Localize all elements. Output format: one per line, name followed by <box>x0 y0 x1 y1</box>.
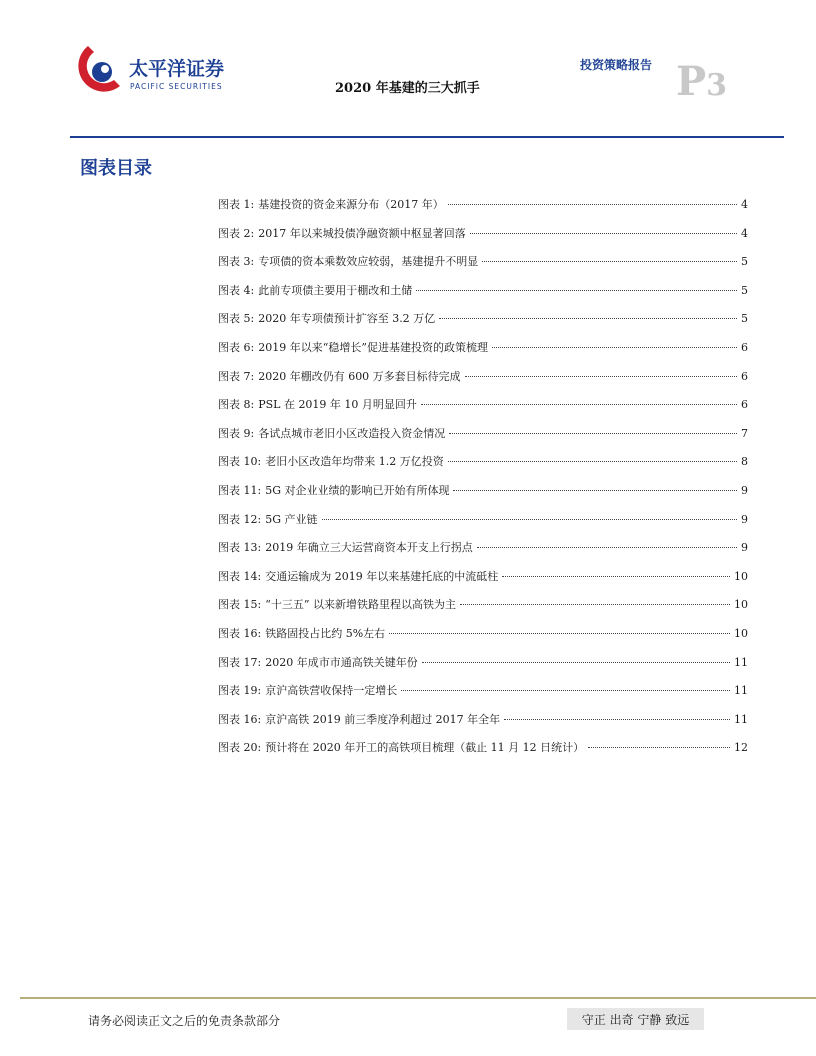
toc-entry-title: 基建投资的资金来源分布（2017 年） <box>258 198 444 211</box>
toc-leader-dots <box>416 290 737 291</box>
toc-entry-title: 2019 年确立三大运营商资本开支上行拐点 <box>265 541 473 555</box>
toc-entry-page: 6 <box>741 340 748 354</box>
toc-entry-title: 此前专项债主要用于棚改和土储 <box>258 283 413 297</box>
toc-leader-dots <box>460 604 730 605</box>
toc-entry-title: 京沪高铁营收保持一定增长 <box>265 684 398 698</box>
toc-leader-dots <box>421 404 737 405</box>
toc-entry[interactable] <box>218 453 748 482</box>
table-of-figures <box>218 196 748 768</box>
toc-entry-page: 5 <box>741 255 748 269</box>
toc-entry-label: 图表 12: <box>218 512 262 526</box>
footer-disclaimer: 请务必阅读正文之后的免责条款部分 <box>88 1014 281 1028</box>
toc-entry-label: 图表 14: <box>218 569 262 583</box>
toc-entry-title: 2020 年成市市通高铁关键年份 <box>265 655 418 669</box>
toc-entry-page: 4 <box>741 226 748 240</box>
toc-entry[interactable] <box>218 253 748 282</box>
toc-entry[interactable] <box>218 482 748 511</box>
toc-entry-title: 专项债的资本乘数效应较弱，基建提升不明显 <box>258 255 479 269</box>
toc-entry-label: 图表 6: <box>218 340 255 354</box>
toc-entry-title: 交通运输成为 2019 年以来基建托底的中流砥柱 <box>265 569 499 583</box>
toc-entry[interactable] <box>218 396 748 425</box>
toc-entry-page: 9 <box>741 541 748 555</box>
toc-entry-label: 图表 9: <box>218 426 255 440</box>
toc-entry-page: 10 <box>734 598 748 612</box>
toc-entry-label: 图表 11: <box>218 483 262 497</box>
section-title: 图表目录 <box>80 158 152 179</box>
toc-entry[interactable] <box>218 339 748 368</box>
toc-entry-title: 2017 年以来城投债净融资额中枢显著回落 <box>258 226 466 240</box>
toc-leader-dots <box>453 490 737 491</box>
toc-entry[interactable] <box>218 282 748 311</box>
toc-entry[interactable] <box>218 225 748 254</box>
toc-entry-page: 6 <box>741 369 748 383</box>
toc-entry-label: 图表 20: <box>218 741 262 755</box>
toc-entry-title: 5G 对企业业绩的影响已开始有所体现 <box>265 483 450 497</box>
toc-entry[interactable] <box>218 711 748 740</box>
toc-leader-dots <box>470 233 737 234</box>
page-number-digit: 3 <box>706 68 727 103</box>
toc-entry-page: 12 <box>734 741 748 755</box>
toc-entry-label: 图表 4: <box>218 283 255 297</box>
header-divider <box>70 136 784 138</box>
company-name-cn: 太平洋证券 <box>129 58 225 80</box>
toc-leader-dots <box>449 433 737 434</box>
toc-entry-label: 图表 2: <box>218 226 255 240</box>
toc-entry-label: 图表 17: <box>218 655 262 669</box>
toc-entry-label: 图表 3: <box>218 255 255 269</box>
toc-entry-page: 9 <box>741 483 748 497</box>
toc-entry-page: 5 <box>741 283 748 297</box>
toc-leader-dots <box>504 719 730 720</box>
toc-entry-label: 图表 13: <box>218 541 262 555</box>
toc-entry-label: 图表 5: <box>218 312 255 326</box>
toc-entry[interactable] <box>218 539 748 568</box>
toc-entry-title: 5G 产业链 <box>265 512 318 526</box>
report-type: 投资策略报告 <box>580 58 653 72</box>
toc-entry-title: 2019 年以来“稳增长”促进基建投资的政策梳理 <box>258 340 488 354</box>
toc-leader-dots <box>477 547 737 548</box>
toc-entry[interactable] <box>218 739 748 768</box>
toc-entry[interactable] <box>218 568 748 597</box>
footer-motto: 守正 出奇 宁静 致远 <box>567 1008 704 1030</box>
toc-entry[interactable] <box>218 368 748 397</box>
toc-entry[interactable] <box>218 654 748 683</box>
toc-leader-dots <box>465 376 737 377</box>
toc-entry[interactable] <box>218 511 748 540</box>
toc-entry-label: 图表 7: <box>218 369 255 383</box>
toc-leader-dots <box>439 318 737 319</box>
page-number-letter: P <box>676 58 707 105</box>
pacific-logo-icon <box>76 42 126 98</box>
toc-entry[interactable] <box>218 596 748 625</box>
toc-entry-title: PSL 在 2019 年 10 月明显回升 <box>258 398 417 412</box>
toc-entry-label: 图表 19: <box>218 684 262 698</box>
toc-leader-dots <box>389 633 730 634</box>
toc-entry-title: “十三五” 以来新增铁路里程以高铁为主 <box>265 598 456 612</box>
company-logo <box>76 42 246 98</box>
toc-entry-title: 2020 年专项债预计扩容至 3.2 万亿 <box>258 312 436 326</box>
toc-entry-page: 10 <box>734 569 748 583</box>
toc-entry-page: 9 <box>741 512 748 526</box>
toc-entry[interactable] <box>218 625 748 654</box>
toc-entry-title: 预计将在 2020 年开工的高铁项目梳理（截止 11 月 12 日统计） <box>265 741 585 755</box>
toc-leader-dots <box>401 690 730 691</box>
toc-entry-title: 2020 年棚改仍有 600 万多套目标待完成 <box>258 369 461 383</box>
toc-entry-label: 图表 8: <box>218 398 255 412</box>
toc-entry-title: 各试点城市老旧小区改造投入资金情况 <box>258 426 446 440</box>
toc-entry-title: 京沪高铁 2019 前三季度净利超过 2017 年全年 <box>265 712 501 726</box>
toc-entry-label: 图表 1: <box>218 198 255 211</box>
document-title: 2020 年基建的三大抓手 <box>335 81 480 96</box>
toc-leader-dots <box>492 347 737 348</box>
toc-entry-page: 10 <box>734 626 748 640</box>
toc-entry-page: 6 <box>741 398 748 412</box>
company-name-en: PACIFIC SECURITIES <box>130 82 223 91</box>
toc-entry-page: 11 <box>734 684 748 698</box>
toc-entry-page: 8 <box>741 455 748 469</box>
toc-entry-page: 11 <box>734 655 748 669</box>
toc-entry[interactable] <box>218 682 748 711</box>
toc-entry-label: 图表 16: <box>218 626 262 640</box>
toc-leader-dots <box>482 261 737 262</box>
toc-entry-page: 4 <box>741 198 748 211</box>
toc-entry-label: 图表 16: <box>218 712 262 726</box>
toc-leader-dots <box>448 461 737 462</box>
toc-entry-title: 老旧小区改造年均带来 1.2 万亿投资 <box>265 455 444 469</box>
toc-leader-dots <box>422 662 730 663</box>
toc-entry[interactable] <box>218 196 748 225</box>
toc-entry-page: 7 <box>741 426 748 440</box>
toc-entry-page: 11 <box>734 712 748 726</box>
page-number <box>676 58 727 105</box>
footer-divider <box>20 997 816 999</box>
toc-leader-dots <box>588 747 730 748</box>
toc-entry-label: 图表 15: <box>218 598 262 612</box>
toc-leader-dots <box>502 576 730 577</box>
toc-entry-label: 图表 10: <box>218 455 262 469</box>
toc-leader-dots <box>322 519 738 520</box>
toc-entry[interactable] <box>218 425 748 454</box>
toc-entry-page: 5 <box>741 312 748 326</box>
toc-leader-dots <box>448 204 737 205</box>
toc-entry[interactable] <box>218 310 748 339</box>
toc-entry-title: 铁路固投占比约 5%左右 <box>265 626 386 640</box>
